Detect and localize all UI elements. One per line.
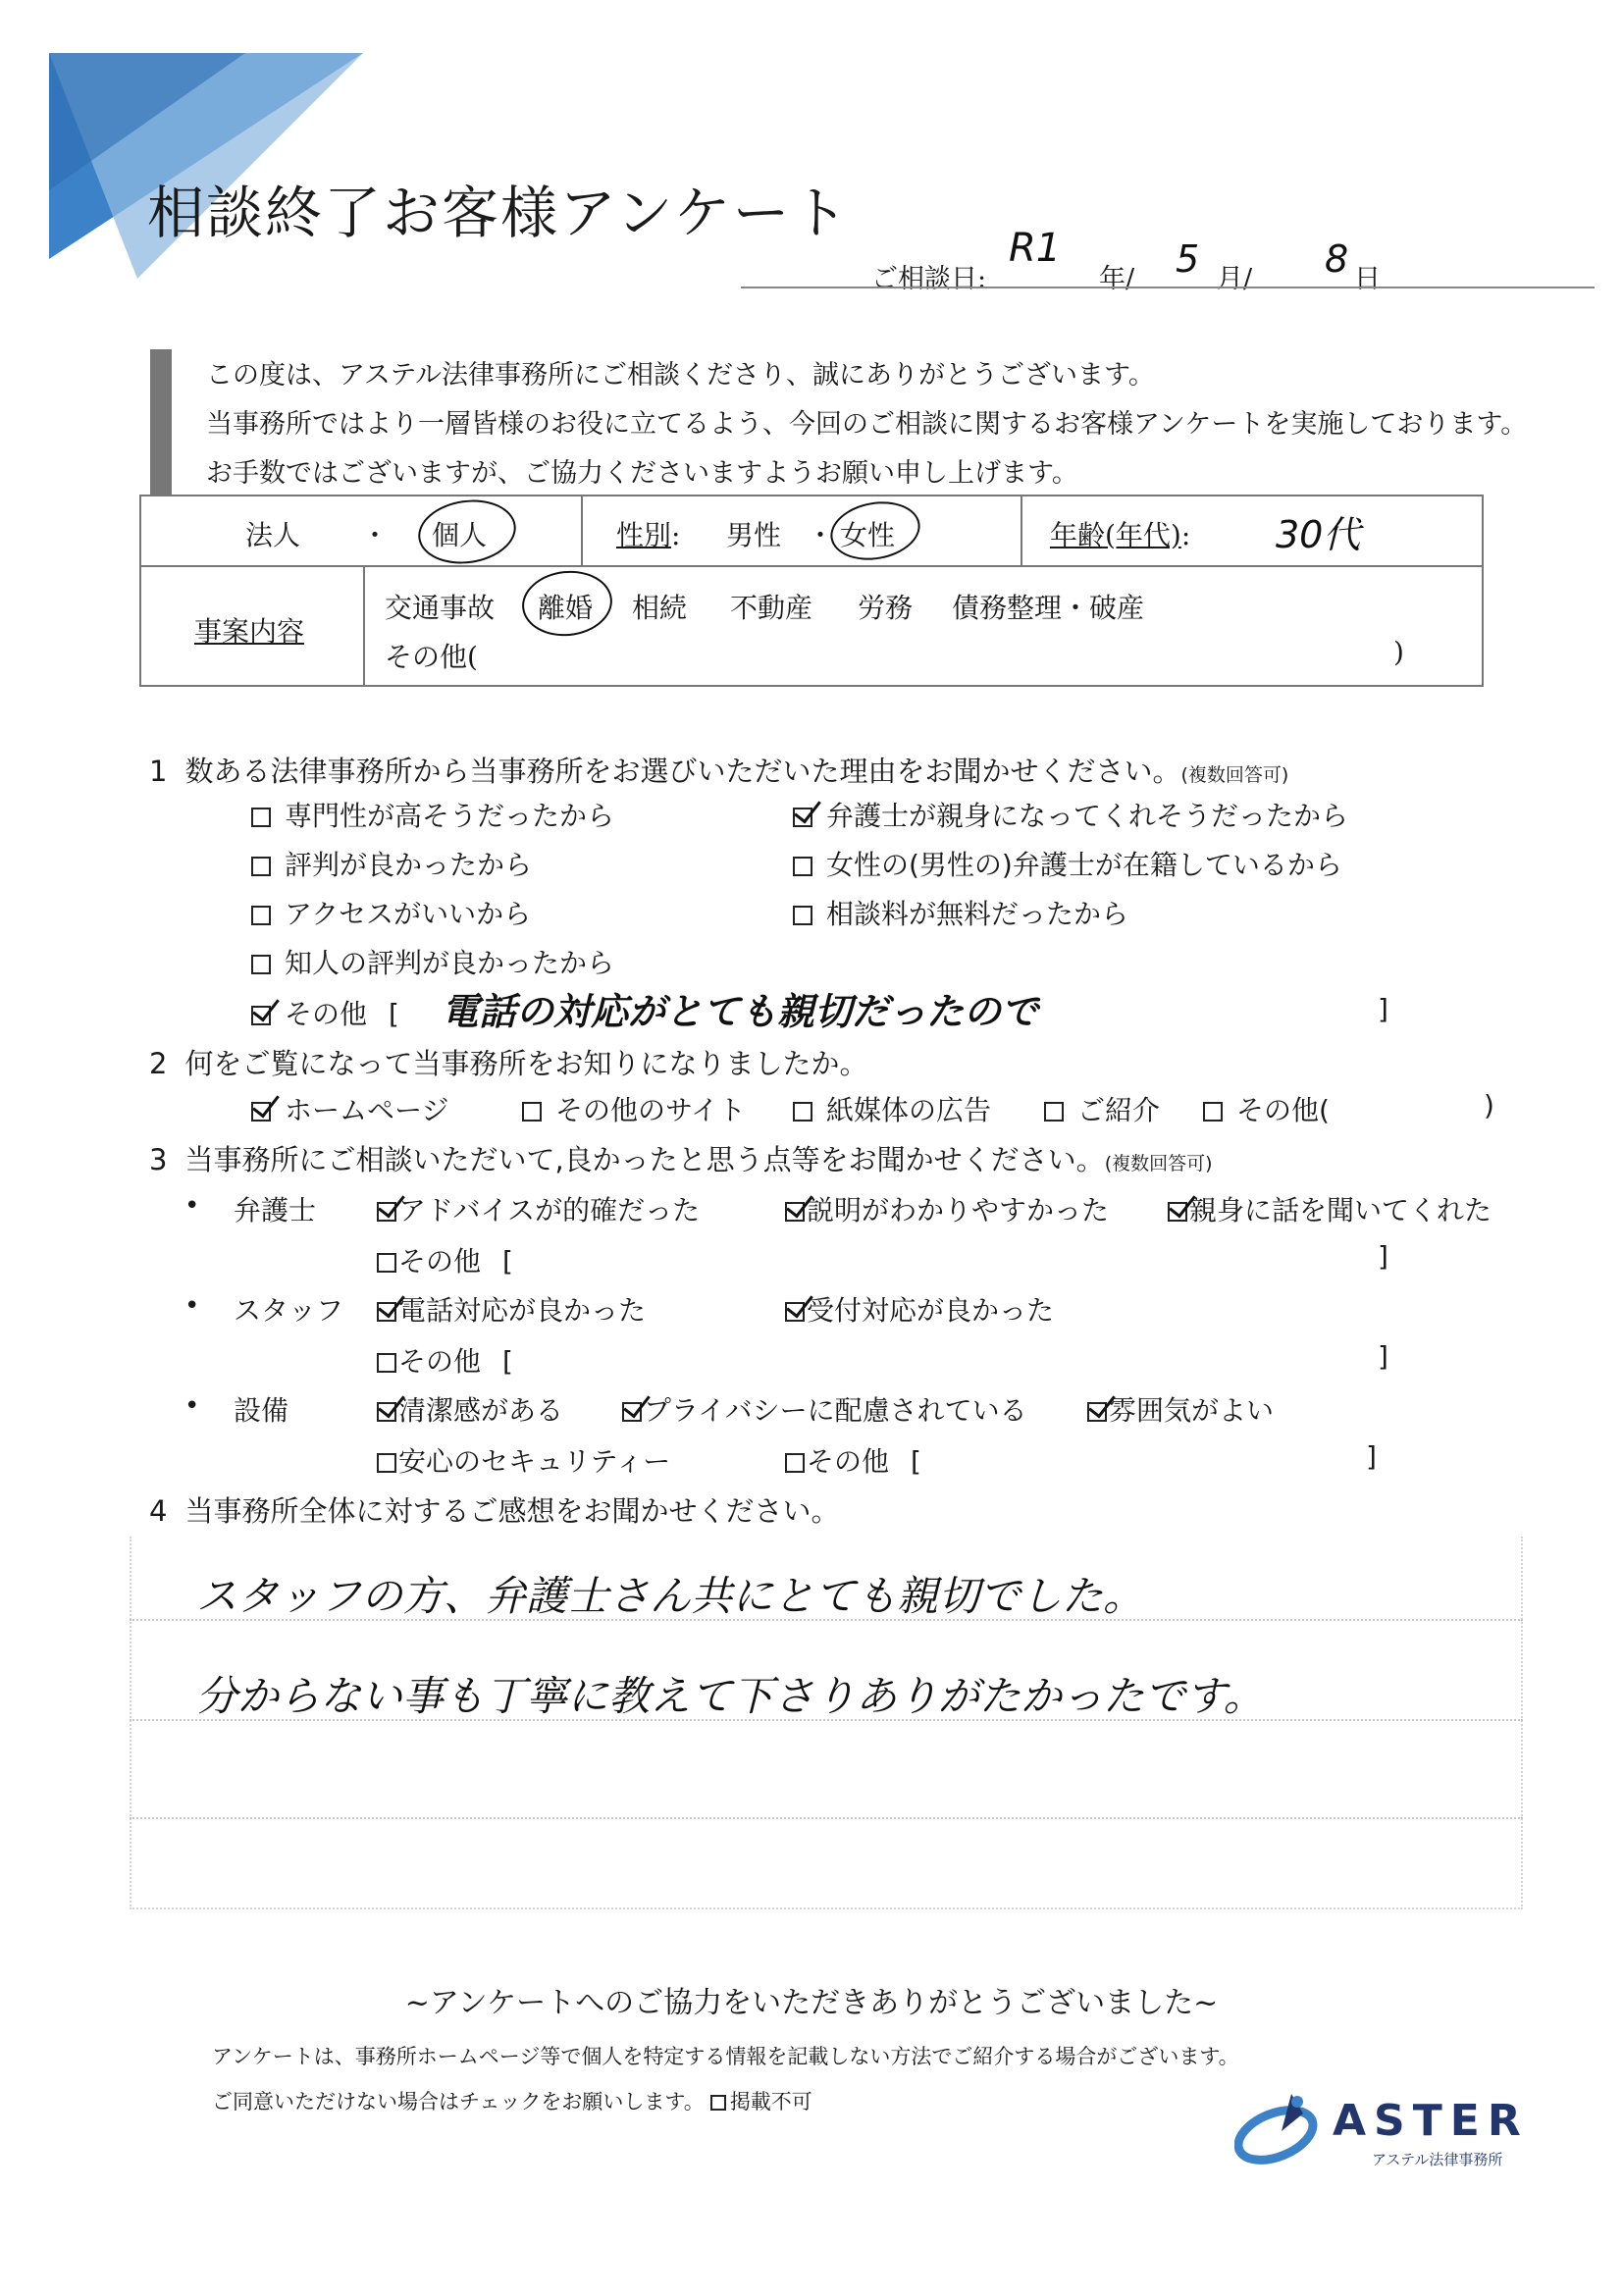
q3-facility-bracket-close: ] <box>1366 1440 1377 1473</box>
option-label: 説明がわかりやすかった <box>807 1194 1110 1226</box>
q1-option-caring-lawyer[interactable] <box>793 795 1348 834</box>
checkbox[interactable] <box>785 1302 805 1322</box>
option-label: アクセスがいいから <box>285 898 532 930</box>
option-label: その他( <box>1236 1094 1330 1126</box>
option-label: 紙媒体の広告 <box>826 1094 992 1126</box>
q3-facility-clean[interactable] <box>377 1389 563 1429</box>
consultation-date <box>864 226 1590 294</box>
profile-divider-2 <box>1021 495 1022 567</box>
age-label-text: 年齢(年代) <box>1050 519 1181 551</box>
q2-option-other[interactable] <box>1203 1089 1330 1128</box>
q3-facility-security[interactable] <box>377 1440 670 1480</box>
case-inheritance[interactable]: 相続 <box>632 592 688 624</box>
case-other-close: ) <box>1393 636 1404 668</box>
aster-logo-icon <box>1234 2088 1323 2168</box>
q2-option-print-ad[interactable] <box>793 1089 991 1128</box>
intro-bar <box>150 349 172 496</box>
q4-answer-line-1: スタッフの方、弁護士さん共にとても親切でした。 <box>196 1572 1145 1620</box>
q3-lawyer-advice[interactable] <box>377 1189 700 1228</box>
age-value[interactable]: 30代 <box>1276 513 1361 556</box>
q3-heading <box>149 1138 1213 1178</box>
q2-close-paren: ) <box>1484 1089 1494 1122</box>
case-traffic[interactable]: 交通事故 <box>385 592 496 624</box>
bracket-open: [ <box>502 1345 513 1378</box>
q3-facility-label: 設備 <box>234 1394 289 1427</box>
profile-row-2 <box>139 565 1484 687</box>
q2-option-homepage[interactable] <box>251 1089 448 1128</box>
page-title: 相談終了お客様アンケート <box>147 180 851 246</box>
checkbox[interactable] <box>1087 1402 1107 1422</box>
checkbox[interactable] <box>377 1353 396 1373</box>
footer-thanks: ~アンケートへのご協力をいただきありがとうございました~ <box>404 1986 1219 2020</box>
q3-lawyer-label: 弁護士 <box>234 1194 317 1226</box>
male-option[interactable]: 男性 <box>726 519 782 551</box>
intro-line-2: 当事務所ではより一層皆様のお役に立てるよう、今回のご相談に関するお客様アンケートを実施しております。 <box>206 409 1528 440</box>
option-label: その他 <box>398 1345 482 1378</box>
logo-subtitle: アステル法律事務所 <box>1372 2151 1503 2168</box>
q4-rule-3 <box>130 1817 1523 1819</box>
option-label: 相談料が無料だったから <box>826 898 1129 930</box>
case-label: 事案内容 <box>194 615 305 648</box>
checkbox[interactable] <box>377 1402 396 1422</box>
q3-staff-phone[interactable] <box>377 1289 646 1329</box>
q3-staff-bullet: • <box>184 1291 200 1321</box>
date-year-unit: 年/ <box>1099 264 1135 294</box>
q3-lawyer-other[interactable] <box>377 1240 513 1279</box>
q1-option-expertise[interactable] <box>251 795 614 834</box>
checkbox[interactable] <box>622 1402 642 1422</box>
checkbox[interactable] <box>377 1253 396 1273</box>
q4-answer-line-2: 分からない事も丁寧に教えて下さりありがたかったです。 <box>196 1672 1265 1720</box>
option-label: ご紹介 <box>1077 1094 1161 1126</box>
q1-option-free-fee[interactable] <box>793 893 1128 932</box>
option-label: アドバイスが的確だった <box>398 1194 701 1226</box>
q3-staff-bracket-close: ] <box>1378 1340 1388 1373</box>
checkbox[interactable] <box>793 857 812 876</box>
q3-number: 3 <box>149 1143 168 1176</box>
q1-heading <box>149 750 1288 790</box>
q2-option-referral[interactable] <box>1044 1089 1160 1128</box>
q1-option-gender-lawyer[interactable] <box>793 844 1342 883</box>
separator-dot: ・ <box>361 519 390 551</box>
q3-facility-privacy[interactable] <box>622 1389 1027 1429</box>
case-debt[interactable]: 債務整理・破産 <box>952 592 1145 624</box>
footer-note-2-text: ご同意いただけない場合はチェックをお願いします。 <box>212 2090 705 2113</box>
q3-lawyer-listening[interactable] <box>1168 1189 1492 1228</box>
q3-lawyer-bullet: • <box>184 1191 200 1221</box>
female-option[interactable]: 女性 <box>840 519 896 551</box>
case-divorce[interactable]: 離婚 <box>538 592 594 624</box>
checkbox[interactable] <box>793 906 812 925</box>
case-other-open[interactable]: その他( <box>385 641 478 673</box>
checkbox[interactable] <box>377 1453 396 1473</box>
q1-number: 1 <box>149 755 168 788</box>
profile-divider-3 <box>363 565 365 687</box>
profile-divider-1 <box>581 495 583 567</box>
q2-option-other-site[interactable] <box>522 1089 746 1128</box>
date-month: 5 <box>1176 237 1200 281</box>
checkbox[interactable] <box>785 1202 805 1222</box>
checkbox[interactable] <box>377 1202 396 1222</box>
q3-lawyer-explanation[interactable] <box>785 1189 1109 1228</box>
bracket-open: [ <box>389 998 399 1030</box>
q3-staff-other[interactable] <box>377 1340 513 1380</box>
checkbox[interactable] <box>251 955 271 974</box>
checkbox[interactable] <box>251 1102 271 1122</box>
q1-note: (複数回答可) <box>1180 764 1289 786</box>
checkbox[interactable] <box>785 1453 805 1473</box>
checkbox[interactable] <box>793 1102 812 1122</box>
date-year: R1 <box>1009 226 1062 271</box>
q1-other-answer[interactable]: 電話の対応がとても親切だったので <box>442 990 1039 1033</box>
q3-staff-label: スタッフ <box>234 1294 344 1327</box>
gender-label <box>616 514 680 553</box>
individual-option[interactable]: 個人 <box>432 519 488 551</box>
intro-line-1: この度は、アステル法律事務所にご相談くださり、誠にありがとうございます。 <box>206 360 1155 391</box>
q1-option-reputation[interactable] <box>251 844 532 883</box>
option-label: 清潔感がある <box>398 1394 564 1427</box>
q2-text: 何をご覧になって当事務所をお知りになりましたか。 <box>184 1047 868 1080</box>
footer-note-2 <box>212 2086 812 2115</box>
option-label: 専門性が高そうだったから <box>285 800 615 832</box>
footer-note-1: アンケートは、事務所ホームページ等で個人を特定する情報を記載しない方法でご紹介する場合がございます。 <box>212 2045 1239 2068</box>
date-underline <box>741 287 1595 288</box>
q1-option-access[interactable] <box>251 893 531 932</box>
checkbox[interactable] <box>522 1102 542 1122</box>
age-label <box>1050 514 1190 553</box>
q3-text: 当事務所にご相談いただいて,良かったと思う点等をお聞かせください。 <box>184 1143 1105 1176</box>
q2-heading <box>149 1042 867 1082</box>
logo-wordmark: ASTER <box>1333 2096 1529 2146</box>
option-label: その他 <box>398 1245 482 1278</box>
corp-option[interactable]: 法人 <box>245 519 301 551</box>
q3-facility-other[interactable] <box>785 1440 921 1480</box>
checkbox[interactable] <box>251 808 271 827</box>
gender-colon: : <box>671 519 681 551</box>
q4-number: 4 <box>149 1494 168 1528</box>
date-day: 8 <box>1325 237 1349 281</box>
q3-facility-bullet: • <box>184 1391 200 1421</box>
date-label: ご相談日: <box>871 264 987 294</box>
q3-facility-atmosphere[interactable] <box>1087 1389 1274 1429</box>
checkbox[interactable] <box>251 906 271 925</box>
q4-heading <box>149 1489 839 1530</box>
checkbox[interactable] <box>793 808 812 827</box>
option-label: 知人の評判が良かったから <box>285 947 615 979</box>
intro-line-3: お手数ではございますが、ご協力くださいますようお願い申し上げます。 <box>206 458 1078 489</box>
checkbox[interactable] <box>251 857 271 876</box>
no-publish-label: 掲載不可 <box>729 2090 812 2113</box>
no-publish-checkbox[interactable] <box>710 2095 726 2111</box>
gender-label-text: 性別 <box>616 519 672 551</box>
checkbox[interactable] <box>377 1302 396 1322</box>
q1-bracket-close: ] <box>1378 993 1388 1025</box>
option-label: 電話対応が良かった <box>398 1294 647 1327</box>
option-label: 安心のセキュリティー <box>398 1445 671 1478</box>
case-real-estate[interactable]: 不動産 <box>730 592 813 624</box>
checkbox[interactable] <box>1168 1202 1187 1222</box>
date-month-unit: 月/ <box>1217 264 1253 294</box>
q3-staff-reception[interactable] <box>785 1289 1054 1329</box>
checkbox[interactable] <box>1044 1102 1064 1122</box>
q1-option-other[interactable] <box>251 993 399 1032</box>
option-label: プライバシーに配慮されている <box>644 1394 1027 1427</box>
option-label: 親身に話を聞いてくれた <box>1189 1194 1492 1226</box>
option-label: 評判が良かったから <box>285 849 533 881</box>
bracket-open: [ <box>911 1445 921 1478</box>
q3-lawyer-bracket-close: ] <box>1378 1240 1388 1273</box>
q1-text: 数ある法律事務所から当事務所をお選びいただいた理由をお聞かせください。 <box>184 755 1181 788</box>
option-label: 受付対応が良かった <box>807 1294 1055 1327</box>
gender-dot: ・ <box>807 519 835 551</box>
date-day-unit: 日 <box>1354 264 1381 294</box>
option-label: その他 <box>285 998 368 1030</box>
q3-note: (複数回答可) <box>1104 1153 1213 1174</box>
case-labor[interactable]: 労務 <box>858 592 914 624</box>
bracket-open: [ <box>502 1245 513 1278</box>
q1-option-acquaintance[interactable] <box>251 942 614 981</box>
checkbox[interactable] <box>1203 1102 1223 1122</box>
option-label: 雰囲気がよい <box>1109 1394 1275 1427</box>
age-colon: : <box>1180 519 1191 551</box>
option-label: 弁護士が親身になってくれそうだったから <box>826 800 1349 832</box>
option-label: ホームページ <box>285 1094 449 1126</box>
option-label: 女性の(男性の)弁護士が在籍しているから <box>826 849 1342 881</box>
q2-number: 2 <box>149 1047 168 1080</box>
option-label: その他のサイト <box>555 1094 747 1126</box>
option-label: その他 <box>807 1445 890 1478</box>
q4-text: 当事務所全体に対するご感想をお聞かせください。 <box>184 1494 840 1528</box>
checkbox[interactable] <box>251 1006 271 1025</box>
